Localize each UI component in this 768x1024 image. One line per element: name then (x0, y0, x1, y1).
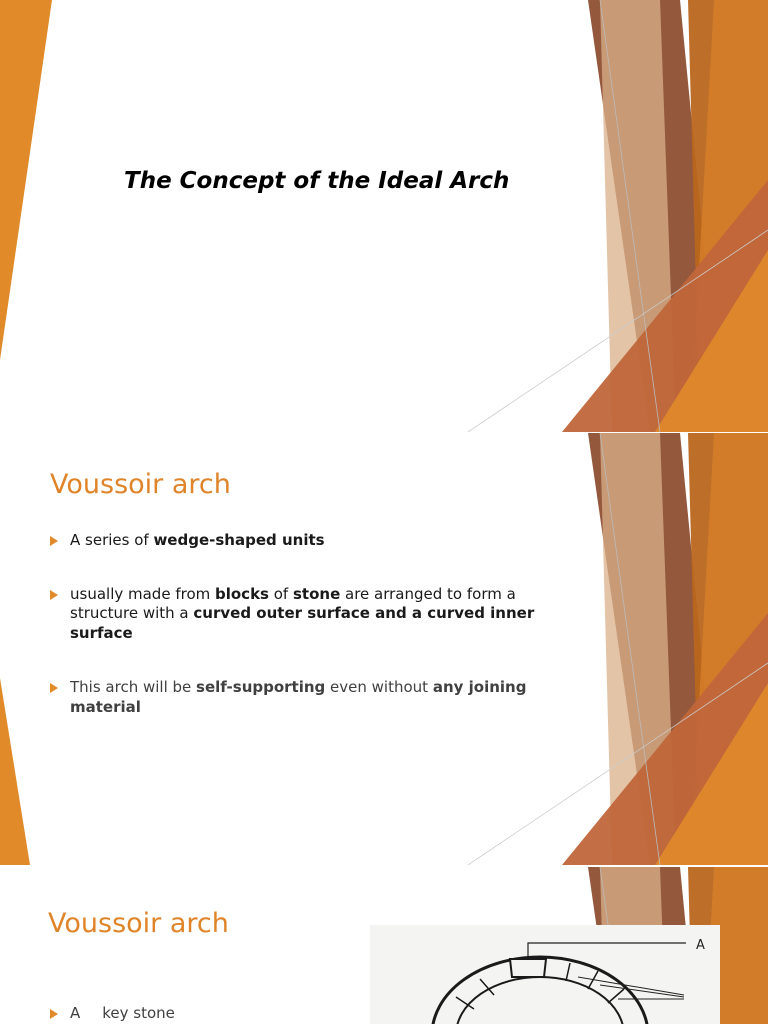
arch-sketch (370, 925, 720, 1024)
slide-title (0, 0, 768, 432)
bold-text-run: wedge-shaped units (153, 531, 325, 549)
pointer-line (600, 985, 684, 997)
bullet-item (48, 1004, 348, 1024)
bold-text-run: curved outer surface and a curved inner surface (70, 604, 535, 642)
arrow-bullet-icon (50, 683, 58, 693)
voussoir-joint (608, 989, 624, 1003)
slide-voussoir-diagram (0, 867, 768, 1024)
voussoir-joint (566, 963, 570, 981)
bold-text-run: any joining material (70, 678, 527, 716)
bold-text-run: self-supporting (196, 678, 326, 696)
text-run: of (268, 584, 293, 603)
inner-arch-curve (456, 977, 624, 1024)
slide-title-text: The Concept of the Ideal Arch (124, 168, 510, 194)
arrow-bullet-icon (50, 536, 58, 546)
left-orange-facet (0, 0, 52, 360)
bullet-text (70, 678, 526, 716)
arch-diagram (370, 925, 720, 1024)
bullet-text (70, 585, 534, 642)
text-run: usually made from (70, 584, 215, 603)
decorative-facets (0, 0, 768, 432)
bullet-item (48, 585, 578, 644)
bullet-list (48, 1004, 348, 1024)
text-run: even without (325, 678, 433, 696)
slide-voussoir-definition (0, 433, 768, 865)
bullet-letter: A (70, 1004, 81, 1022)
bold-text-run: stone (292, 584, 341, 603)
bullet-text (70, 531, 325, 549)
arrow-bullet-icon (50, 590, 58, 600)
left-orange-facet (0, 678, 30, 865)
bullet-list (48, 531, 578, 717)
bullet-item (48, 531, 578, 551)
arrow-bullet-icon (50, 1009, 58, 1019)
slide-heading: Voussoir arch (48, 908, 229, 939)
text-run: are arranged to form a structure with a (70, 584, 516, 622)
callout-label: A (696, 938, 705, 953)
bullet-label: key stone (102, 1004, 175, 1022)
slide-heading: Voussoir arch (50, 469, 231, 500)
text-run: This arch will be (70, 678, 197, 696)
keystone (510, 959, 546, 977)
text-run: A series of (70, 531, 154, 549)
bold-text-run: blocks (215, 584, 269, 603)
bullet-item (48, 678, 578, 717)
